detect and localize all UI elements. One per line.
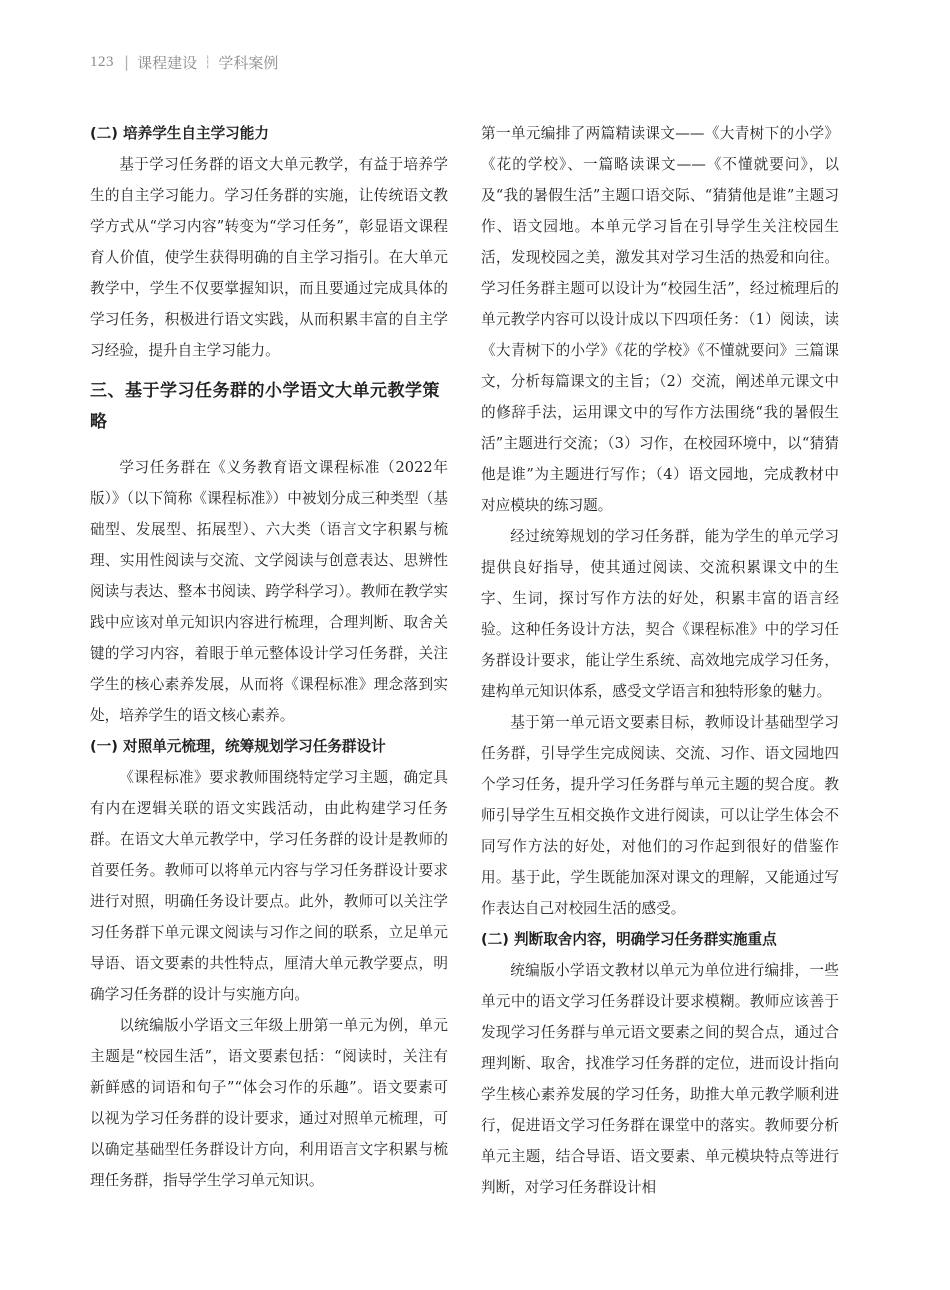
paragraph: 以统编版小学语文三年级上册第一单元为例，单元主题是“校园生活”，语文要素包括：“阅读时，关注有新鲜感的词语和句子”“体会习作的乐趣”。语文要素可以视为学习任务群的设计要求，通过对照单元梳理，可以确定基础型任务群设计方向，利用语言文字积累与梳理任务群，指导学生学习单元知识。 [90, 1017, 448, 1189]
paragraph: 学习任务群在《义务教育语文课程标准（2022年版）》（以下简称《课程标准》）中被划分成三种类型（基础型、发展型、拓展型）、六大类（语言文字积累与梳理、实用性阅读与交流、文学阅读与创意表达、思辨性阅读与表达、整本书阅读、跨学科学习）。教师在教学实践中应该对单元知识内容进行梳理，合理判断、取舍关键的学习内容，着眼于单元整体设计学习任务群，关注学生的核心素养发展，从而将《课程标准》理念落到实处，培养学生的语文核心素养。 [90, 459, 448, 724]
page-number: 123 [90, 53, 114, 70]
page-header [90, 50, 278, 74]
subheading-content-selection: (二) 判断取舍内容，明确学习任务群实施重点 [481, 931, 777, 948]
right-column [481, 118, 839, 1203]
header-divider: | [124, 53, 130, 71]
left-column [90, 118, 448, 1196]
paragraph: 经过统筹规划的学习任务群，能为学生的单元学习提供良好指导，使其通过阅读、交流积累课文中的生字、生词，探讨写作方法的好处，积累丰富的语言经验。这种任务设计方法，契合《课程标准》中的学习任务群设计要求，能让学生系统、高效地完成学习任务，建构单元知识体系，感受文学语言和独特形象的魅力。 [481, 528, 839, 700]
section-heading-strategy: 三、基于学习任务群的小学语文大单元教学策略 [90, 381, 440, 432]
subheading-self-learning: (二) 培养学生自主学习能力 [90, 125, 269, 142]
header-subsection: 学科案例 [218, 53, 279, 72]
subheading-unit-planning: (一) 对照单元梳理，统筹规划学习任务群设计 [90, 738, 386, 755]
paragraph: 基于第一单元语文要素目标，教师设计基础型学习任务群，引导学生完成阅读、交流、习作、语文园地四个学习任务，提升学习任务群与单元主题的契合度。教师引导学生互相交换作文进行阅读，可以让学生体会不同写作方法的好处，对他们的习作起到很好的借鉴作用。基于此，学生既能加深对课文的理解，又能通过写作表达自己对校园生活的感受。 [481, 714, 839, 917]
paragraph: 统编版小学语文教材以单元为单位进行编排，一些单元中的语文学习任务群设计要求模糊。教师应该善于发现学习任务群与单元语文要素之间的契合点，通过合理判断、取舍，找准学习任务群的定位，进而设计指向学生核心素养发展的学习任务，助推大单元教学顺利进行，促进语文学习任务群在课堂中的落实。教师要分析单元主题，结合导语、语文要素、单元模块特点等进行判断，对学习任务群设计相 [481, 962, 839, 1196]
paragraph: 《课程标准》要求教师围绕特定学习主题，确定具有内在逻辑关联的语文实践活动，由此构建学习任务群。在语文大单元教学中，学习任务群的设计是教师的首要任务。教师可以将单元内容与学习任务群设计要求进行对照，明确任务设计要点。此外，教师可以关注学习任务群下单元课文阅读与习作之间的联系，立足单元导语、语文要素的共性特点，厘清大单元教学要点，明确学习任务群的设计与实施方向。 [90, 769, 448, 1003]
header-section: 课程建设 [137, 53, 198, 72]
header-separator: ┆ [204, 55, 212, 69]
paragraph-continued: 第一单元编排了两篇精读课文——《大青树下的小学》《花的学校》、一篇略读课文——《不懂就要问》，以及“我的暑假生活”主题口语交际、“猜猜他是谁”主题习作、语文园地。本单元学习旨在引导学生关注校园生活，发现校园之美，激发其对学习生活的热爱和向往。学习任务群主题可以设计为“校园生活”，经过梳理后的单元教学内容可以设计成以下四项任务：（1）阅读，读《大青树下的小学》《花的学校》《不懂就要问》三篇课文，分析每篇课文的主旨；（2）交流，阐述单元课文中的修辞手法，运用课文中的写作方法围绕“我的暑假生活”主题进行交流；（3）习作，在校园环境中，以“猜猜他是谁”为主题进行写作；（4）语文园地，完成教材中对应模块的练习题。 [481, 125, 839, 514]
paragraph: 基于学习任务群的语文大单元教学，有益于培养学生的自主学习能力。学习任务群的实施，让传统语文教学方式从“学习内容”转变为“学习任务”，彰显语文课程育人价值，使学生获得明确的自主学习指引。在大单元教学中，学生不仅要掌握知识，而且要通过完成具体的学习任务，积极进行语文实践，从而积累丰富的自主学习经验，提升自主学习能力。 [90, 156, 448, 359]
